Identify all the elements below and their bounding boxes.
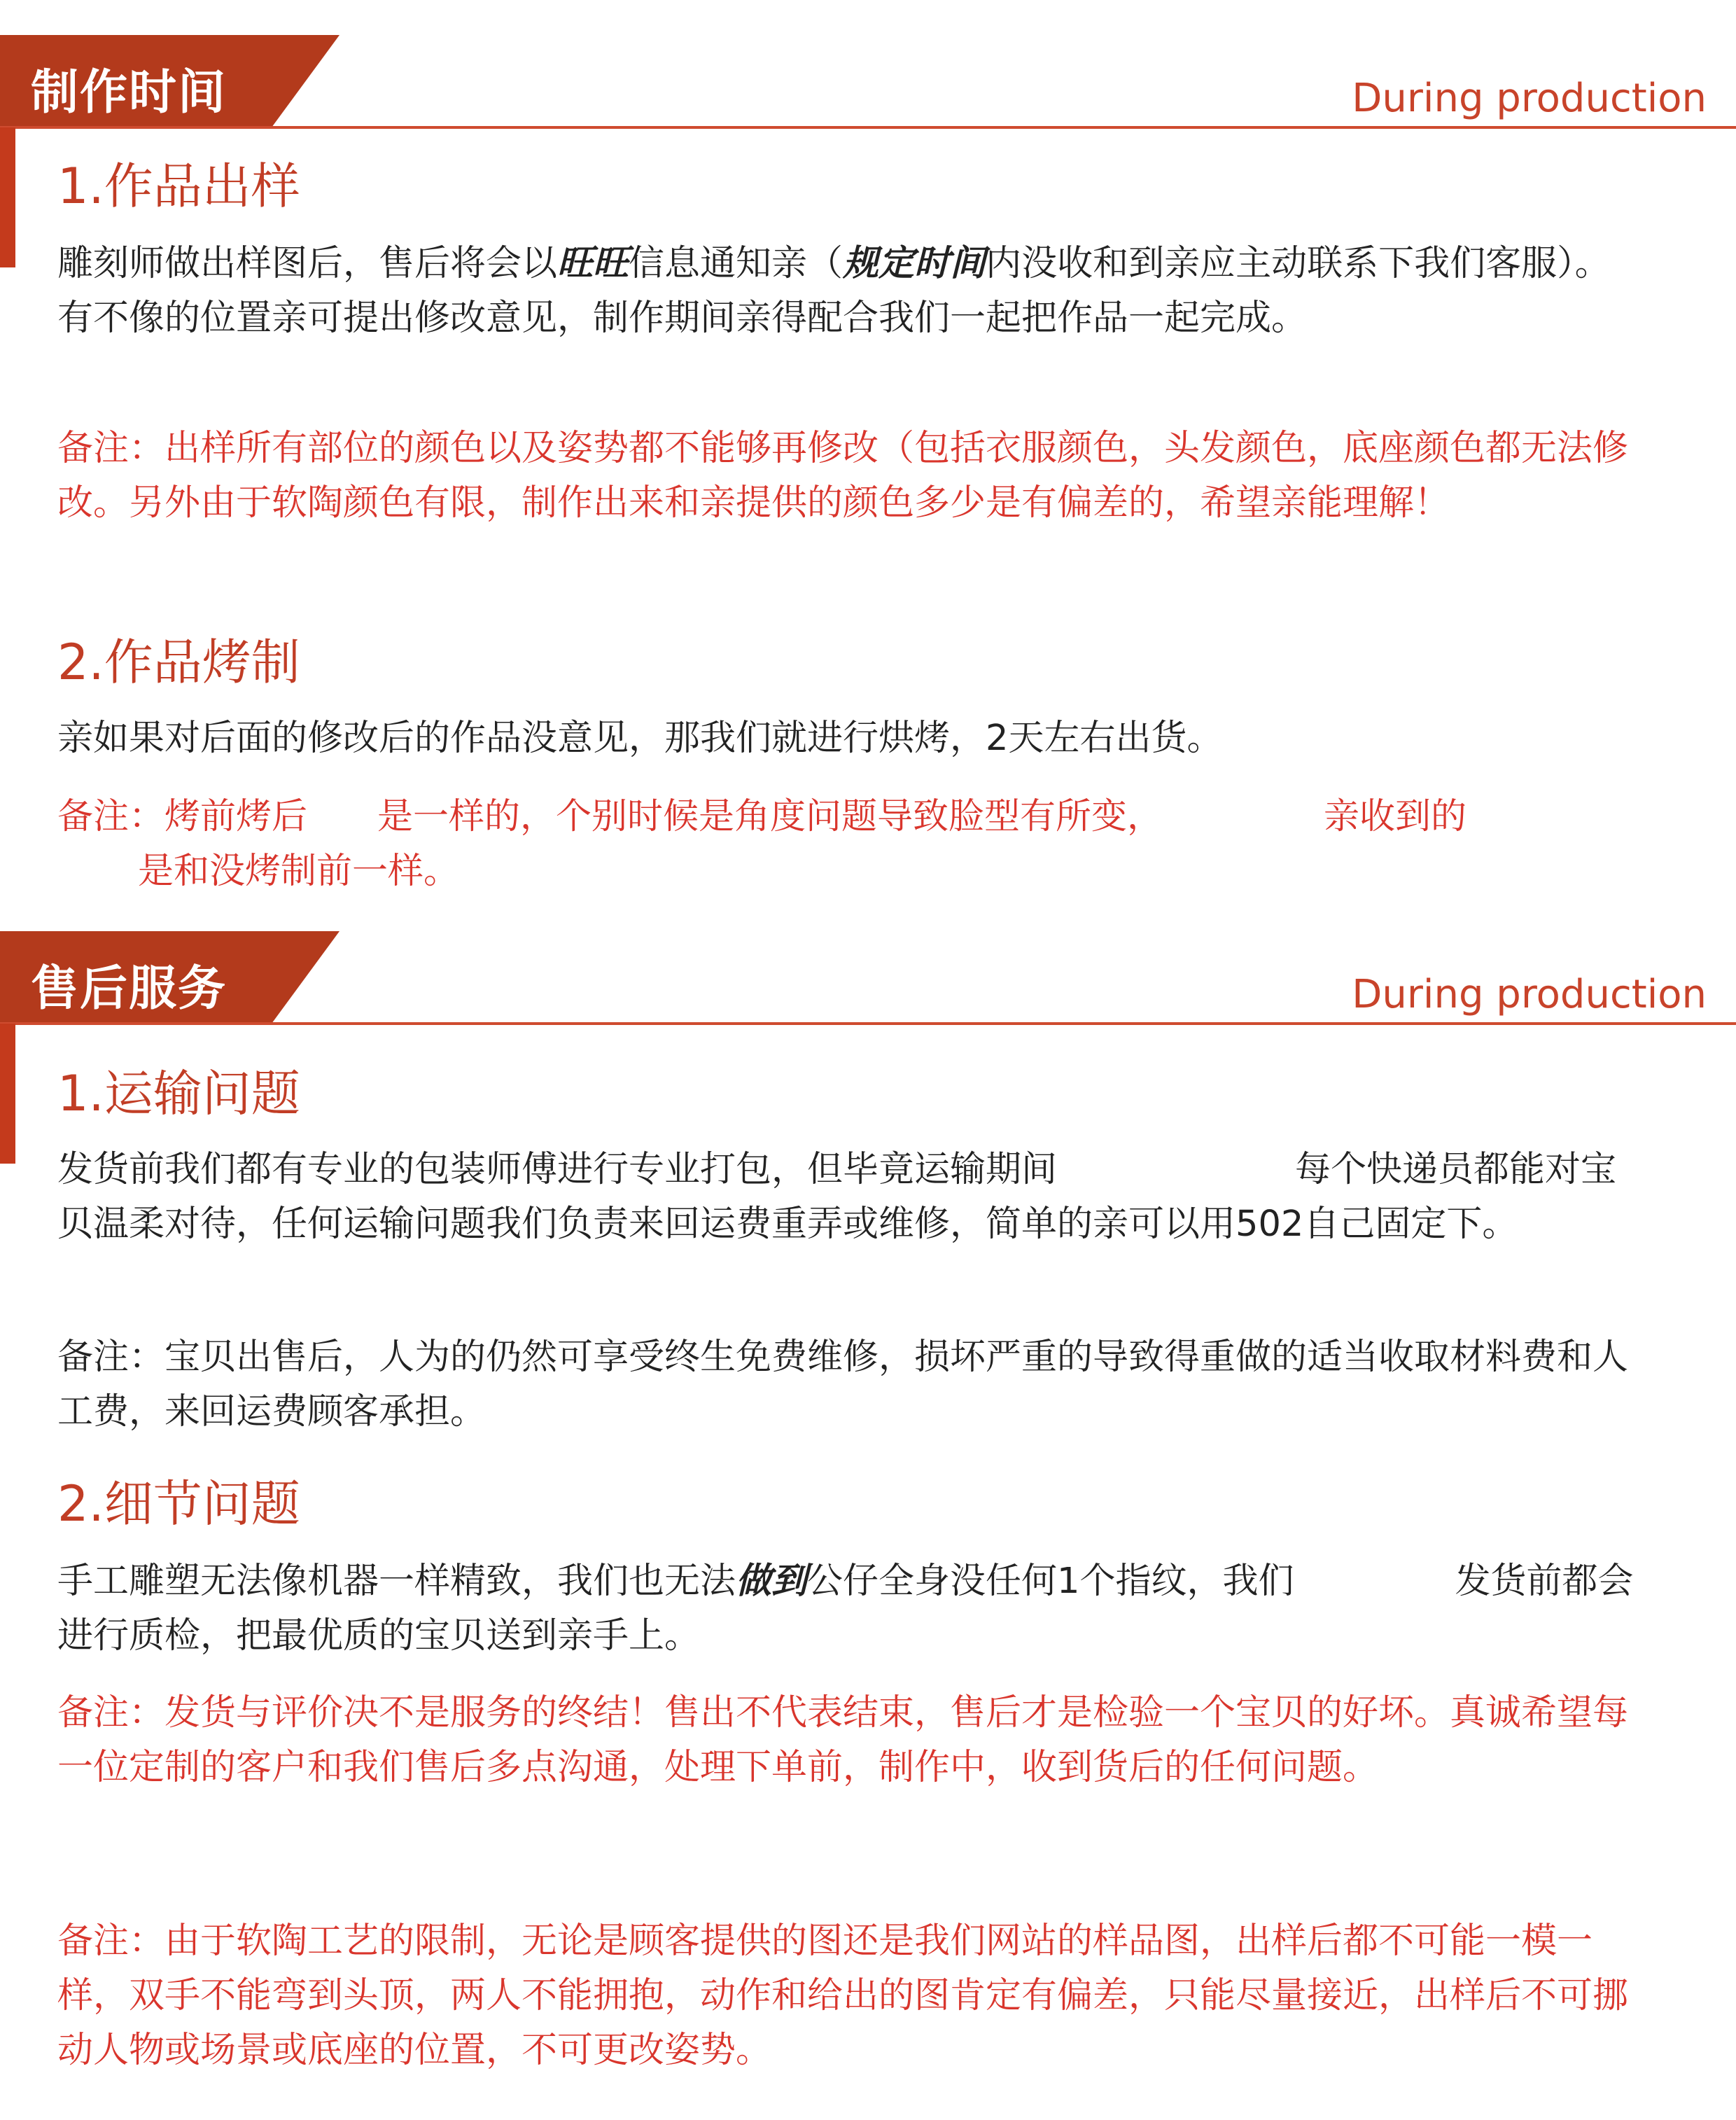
body-text: 公仔全身没任何1个指纹，我们 bbox=[807, 1561, 1294, 1602]
item-heading: 2.作品烤制 bbox=[57, 634, 300, 691]
section-divider bbox=[0, 126, 1736, 129]
section-title: 制作时间 bbox=[31, 65, 227, 120]
item-note: 备注：出样所有部位的颜色以及姿势都不能够再修改（包括衣服颜色，头发颜色，底座颜色都无法修改。另外由于软陶颜色有限，制作出来和亲提供的颜色多少是有偏差的，希望亲能理解！ bbox=[57, 428, 1629, 524]
body-text: 信息通知亲（ bbox=[629, 243, 844, 284]
body-text: 发货前我们都有专业的包装师傅进行专业打包，但毕竟运输期间 bbox=[57, 1149, 1058, 1190]
item-note: 备注：由于软陶工艺的限制，无论是顾客提供的图还是我们网站的样品图，出样后都不可能一模一样，双手不能弯到头顶，两人不能拥抱，动作和给出的图肯定有偏差，只能尽量接近，出样后不可挪动人物或场景或底座的位置，不可更改姿势。 bbox=[57, 1920, 1629, 2071]
section-title: 售后服务 bbox=[31, 961, 227, 1017]
note-text: 是和没烤制前一样。 bbox=[138, 851, 460, 892]
item-note bbox=[57, 790, 1636, 899]
body-text: 内没收和到亲应主动联系下我们客服）。有不像的位置亲可提出修改意见，制作期间亲得配合我们一起把作品一起完成。 bbox=[57, 243, 1611, 339]
item-heading: 1.作品出样 bbox=[57, 158, 300, 215]
item-body bbox=[57, 1554, 1636, 1664]
note-text: 亲收到的 bbox=[1324, 796, 1467, 837]
section-subtitle: During production bbox=[1352, 76, 1707, 121]
body-text: 手工雕塑无法像机器一样精致，我们也无法 bbox=[57, 1561, 736, 1602]
body-text: 雕刻师做出样图后，售后将会以 bbox=[57, 243, 558, 284]
item-body: 亲如果对后面的修改后的作品没意见，那我们就进行烘烤，2天左右出货。 bbox=[57, 718, 1223, 759]
body-emphasis: 做到 bbox=[736, 1561, 808, 1602]
section-accent-bar bbox=[0, 1024, 15, 1164]
item-body bbox=[57, 1143, 1636, 1252]
note-text: 备注：烤前烤后 bbox=[57, 796, 308, 837]
body-emphasis: 旺旺 bbox=[557, 243, 629, 284]
section-divider bbox=[0, 1022, 1736, 1025]
body-text: 每个快递员 bbox=[1295, 1149, 1474, 1190]
item-body bbox=[57, 237, 1636, 346]
item-heading: 2.细节问题 bbox=[57, 1475, 300, 1533]
item-note: 备注：发货与评价决不是服务的终结！售出不代表结束，售后才是检验一个宝贝的好坏。真诚希望每一位定制的客户和我们售后多点沟通，处理下单前，制作中，收到货后的任何问题。 bbox=[57, 1692, 1629, 1788]
item-note: 备注：宝贝出售后，人为的仍然可享受终生免费维修，损坏严重的导致得重做的适当收取材料费和人工费，来回运费顾客承担。 bbox=[57, 1337, 1629, 1432]
note-text: 是一样的，个别时候是角度问题导致脸型有所变， bbox=[377, 796, 1163, 837]
item-heading: 1.运输问题 bbox=[57, 1065, 300, 1122]
body-emphasis: 规定时间 bbox=[843, 243, 986, 284]
body-text: 发货前都会进行质检，把最优质的宝贝送到亲手上。 bbox=[57, 1561, 1634, 1657]
body-text: 都能对宝贝温柔对待，任何运输问题我们负责来回运费重弄或维修，简单的亲可以用502自己固定下。 bbox=[57, 1149, 1617, 1245]
section-subtitle: During production bbox=[1352, 972, 1707, 1017]
section-accent-bar bbox=[0, 127, 15, 267]
